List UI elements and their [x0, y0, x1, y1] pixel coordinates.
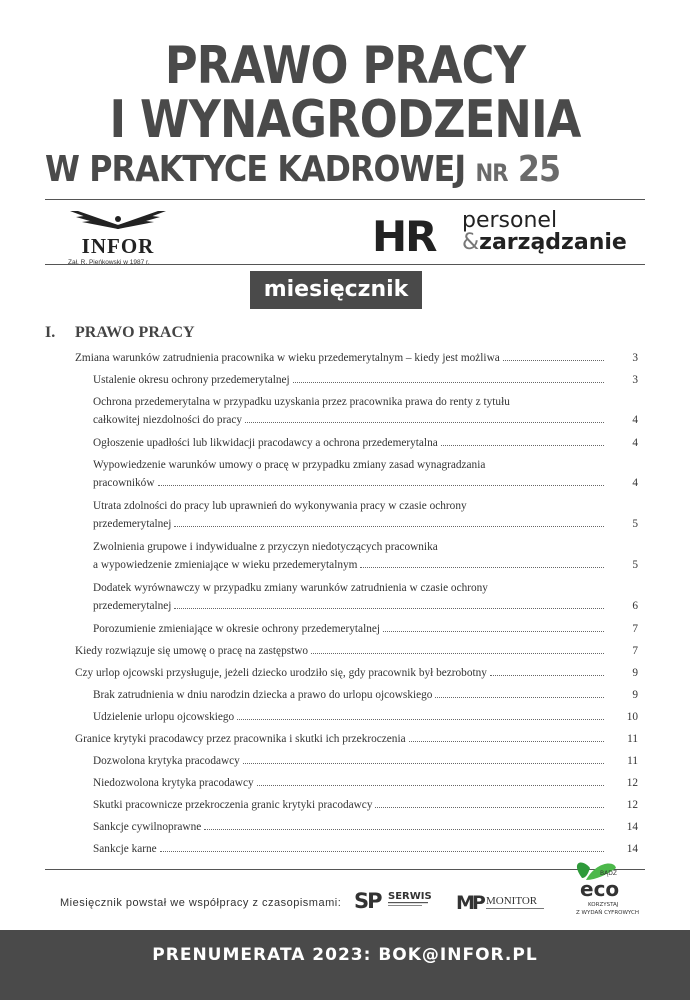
section-title: [45, 324, 195, 342]
hr-logo-line-2-text: zarządzanie: [479, 230, 627, 255]
toc-page-number: 3: [632, 352, 638, 364]
toc-page-number: 12: [626, 799, 638, 811]
issue-number: 25: [517, 149, 561, 190]
toc-entry-title: Zmiana warunków zatrudnienia pracownika w wieku przedemerytalnym – kiedy jest możliwa: [75, 352, 500, 364]
toc-entry-line: [93, 796, 607, 814]
svg-text:SP: SP: [354, 889, 381, 913]
toc-entry-title: a wypowiedzenie zmieniające w wieku przedemerytalnym: [93, 559, 358, 571]
toc-page-number: 5: [632, 518, 638, 530]
section-title-text: PRAWO PRACY: [75, 324, 195, 341]
toc-entry-title: Sankcje karne: [93, 843, 157, 855]
toc-leader-dots: [360, 567, 604, 568]
toc-entry-title: Niedozwolona krytyka pracodawcy: [93, 777, 254, 789]
svg-text:KORZYSTAJ: KORZYSTAJ: [588, 902, 619, 908]
header-rule: [45, 199, 645, 200]
toc-leader-dots: [375, 807, 604, 808]
toc-entry-title: Granice krytyki pracodawcy przez pracownika i skutki ich przekroczenia: [75, 733, 406, 745]
toc-entry-line: [75, 642, 607, 660]
toc-leader-dots: [243, 763, 604, 764]
toc-page-number: 4: [632, 477, 638, 489]
toc-entry: [93, 371, 607, 389]
toc-entry-line: [93, 840, 607, 858]
toc-entry: [93, 774, 607, 792]
toc-entry-title: pracowników: [93, 477, 155, 489]
toc-entry-line: [93, 556, 607, 574]
toc-entry: [93, 579, 607, 615]
toc-page-number: 12: [626, 777, 638, 789]
toc-entry-title: przedemerytalnej: [93, 518, 172, 530]
toc-entry-title: Czy urlop ojcowski przysługuje, jeżeli dziecko urodziło się, gdy pracownik był bezrobotny: [75, 667, 487, 679]
toc-leader-dots: [204, 829, 604, 830]
toc-entry-line: [93, 752, 607, 770]
toc-leader-dots: [490, 675, 604, 676]
toc-entry: [93, 393, 607, 429]
toc-page-number: 3: [632, 374, 638, 386]
toc-entry-title: Zwolnienia grupowe i indywidualne z przyczyn niedotyczących pracownika: [93, 541, 438, 553]
infor-logo: [68, 207, 168, 266]
toc-entry-line: [93, 774, 607, 792]
hr-logo-line-2: [462, 231, 627, 255]
hr-logo-line-1: personel: [462, 208, 558, 233]
toc-entry-line: [93, 579, 607, 597]
toc-leader-dots: [311, 653, 604, 654]
toc-entry: [93, 796, 607, 814]
badge-rule: [45, 264, 645, 265]
toc-entry-title: Skutki pracownicze przekroczenia granic krytyki pracodawcy: [93, 799, 373, 811]
subscription-bar: PRENUMERATA 2023: BOK@INFOR.PL: [0, 930, 690, 1000]
toc-entry-title: Ochrona przedemerytalna w przypadku uzyskania przez pracownika prawa do renty z tytułu: [93, 396, 510, 408]
toc-entry: [75, 730, 607, 748]
toc-entry-title: Brak zatrudnienia w dniu narodzin dziecka a prawo do urlopu ojcowskiego: [93, 689, 433, 701]
toc-entry: [93, 497, 607, 533]
toc-entry: [75, 349, 607, 367]
toc-entry-title: Ogłoszenie upadłości lub likwidacji pracodawcy a ochrona przedemerytalna: [93, 437, 438, 449]
infor-name: INFOR: [81, 234, 155, 258]
toc-entry-line: [93, 597, 607, 615]
toc-entry-line: [75, 349, 607, 367]
toc-entry-line: [93, 456, 607, 474]
hr-logo: [372, 208, 644, 260]
toc-entry: [75, 642, 607, 660]
toc-entry: [75, 664, 607, 682]
toc-entry-line: [93, 474, 607, 492]
toc-entry-line: [93, 411, 607, 429]
toc-entry-title: Wypowiedzenie warunków umowy o pracę w przypadku zmiany zasad wynagradzania: [93, 459, 486, 471]
svg-text:eco: eco: [580, 877, 620, 901]
toc-entry-line: [93, 515, 607, 533]
section-number: I.: [45, 324, 56, 341]
toc-entry-title: całkowitej niezdolności do pracy: [93, 414, 243, 426]
toc-entry: [93, 456, 607, 492]
toc-entry: [93, 708, 607, 726]
svg-text:MP: MP: [456, 892, 483, 914]
toc-leader-dots: [237, 719, 604, 720]
toc-page-number: 9: [632, 667, 638, 679]
toc-entry-line: [75, 730, 607, 748]
toc-entry: [93, 434, 607, 452]
toc-leader-dots: [441, 445, 604, 446]
toc-page-number: 5: [632, 559, 638, 571]
toc-leader-dots: [435, 697, 604, 698]
svg-text:BĄDŹ: BĄDŹ: [600, 870, 617, 877]
toc-leader-dots: [158, 485, 605, 486]
toc-leader-dots: [293, 382, 604, 383]
toc-entry-line: [93, 497, 607, 515]
toc-entry-line: [93, 708, 607, 726]
toc-entry-line: [75, 664, 607, 682]
toc-page-number: 9: [632, 689, 638, 701]
toc-entry-line: [93, 434, 607, 452]
toc-entry: [93, 686, 607, 704]
toc-entry: [93, 752, 607, 770]
toc-entry-line: [93, 538, 607, 556]
title-line-3: [45, 150, 560, 193]
toc-entry-line: [93, 620, 607, 638]
toc-entry-line: [93, 818, 607, 836]
toc-page-number: 6: [632, 600, 638, 612]
toc-page-number: 10: [626, 711, 638, 723]
toc-entry-line: [93, 393, 607, 411]
monitor-logo: [456, 889, 548, 915]
toc-entry: [93, 538, 607, 574]
toc-page-number: 14: [626, 843, 638, 855]
svg-text:SERWIS: SERWIS: [388, 891, 432, 902]
hr-logo-big: HR: [372, 212, 436, 261]
title-line-3-text: W PRAKTYCE KADROWEJ: [45, 149, 466, 190]
toc-leader-dots: [160, 851, 604, 852]
toc-entry-title: przedemerytalnej: [93, 600, 172, 612]
toc-entry-line: [93, 371, 607, 389]
toc-entry: [93, 818, 607, 836]
toc-leader-dots: [383, 631, 604, 632]
toc-entry: [93, 620, 607, 638]
toc-page-number: 7: [632, 645, 638, 657]
toc-entry-title: Utrata zdolności do pracy lub uprawnień do wykonywania pracy w czasie ochrony: [93, 500, 467, 512]
toc-leader-dots: [257, 785, 604, 786]
title-line-2: I WYNAGRODZENIA: [109, 90, 581, 150]
toc-page-number: 14: [626, 821, 638, 833]
toc-leader-dots: [174, 526, 604, 527]
toc-page-number: 4: [632, 437, 638, 449]
toc-entry-title: Dodatek wyrównawczy w przypadku zmiany warunków zatrudnienia w czasie ochrony: [93, 582, 488, 594]
footer-rule: [45, 869, 645, 870]
toc-leader-dots: [174, 608, 604, 609]
svg-text:MONITOR: MONITOR: [486, 895, 538, 907]
eco-logo: [562, 858, 646, 920]
toc-entry-title: Ustalenie okresu ochrony przedemerytalnej: [93, 374, 290, 386]
toc-entry-title: Dozwolona krytyka pracodawcy: [93, 755, 240, 767]
hr-logo-amp: &: [462, 230, 480, 255]
toc-page-number: 7: [632, 623, 638, 635]
toc-leader-dots: [245, 422, 604, 423]
toc-page-number: 11: [627, 733, 638, 745]
frequency-badge: miesięcznik: [250, 271, 422, 309]
title-line-1: PRAWO PRACY: [164, 36, 526, 96]
toc-leader-dots: [409, 741, 604, 742]
toc-leader-dots: [503, 360, 604, 361]
toc-page-number: 4: [632, 414, 638, 426]
sp-serwis-logo: [354, 887, 434, 913]
toc-entry: [93, 840, 607, 858]
cooperation-text: Miesięcznik powstał we współpracy z czasopismami:: [60, 897, 342, 909]
infor-subtitle: Zał. R. Pieńkowski w 1987 r.: [68, 259, 150, 266]
toc-entry-title: Sankcje cywilnoprawne: [93, 821, 202, 833]
svg-text:Z WYDAŃ CYFROWYCH: Z WYDAŃ CYFROWYCH: [576, 910, 639, 916]
issue-prefix: NR: [475, 159, 508, 187]
toc-entry-title: Porozumienie zmieniające w okresie ochrony przedemerytalnej: [93, 623, 381, 635]
toc-entry-title: Kiedy rozwiązuje się umowę o pracę na zastępstwo: [75, 645, 309, 657]
toc-entry-line: [93, 686, 607, 704]
infor-wings-icon: [68, 207, 168, 231]
toc-entry-title: Udzielenie urlopu ojcowskiego: [93, 711, 235, 723]
toc-page-number: 11: [627, 755, 638, 767]
